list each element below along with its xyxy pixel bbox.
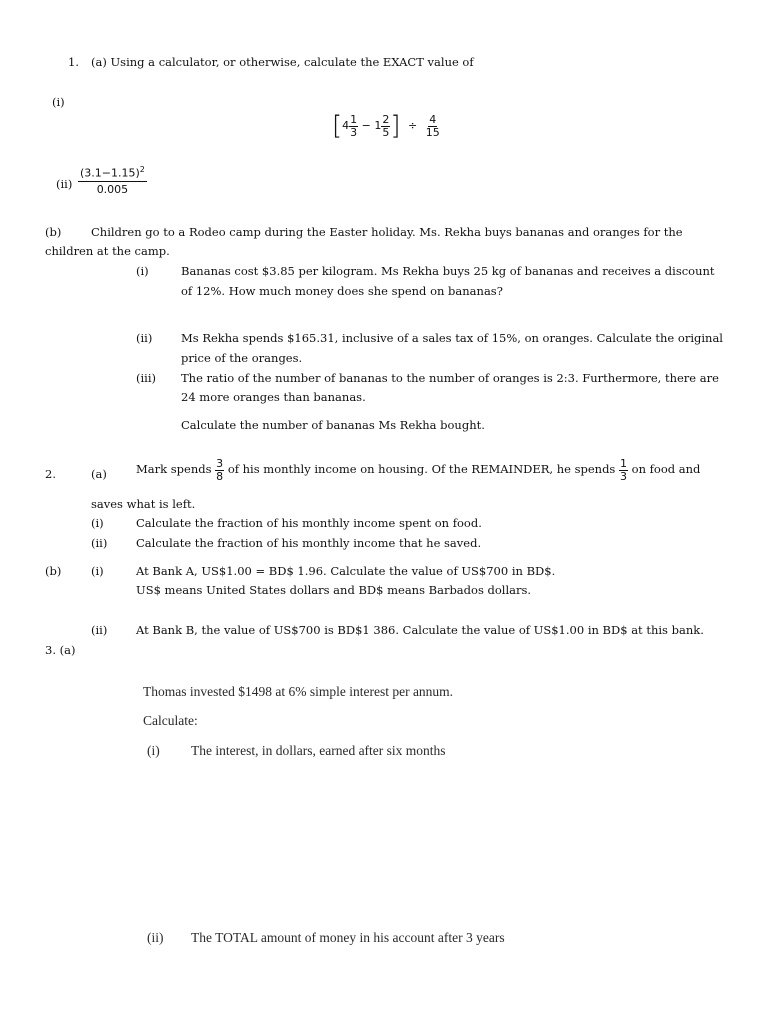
question-2a-i-text: Calculate the fraction of his monthly income spent on food.	[136, 516, 482, 530]
question-3a-ii-text: The TOTAL amount of money in his account after 3 years	[191, 930, 505, 945]
question-2b-i-label: (i)	[91, 564, 104, 578]
question-3-header: 3. (a)	[45, 643, 76, 657]
question-2b-i-line-2: US$ means United States dollars and BD$ means Barbados dollars.	[136, 583, 532, 597]
question-3a-i-label: (i)	[147, 743, 160, 758]
question-2a-text-start: Mark spends	[136, 462, 212, 477]
fraction-1-denominator: 3	[350, 125, 358, 139]
fraction-three-eighths	[215, 458, 224, 482]
minus-sign: −	[361, 119, 371, 132]
question-1b-iii-label: (iii)	[136, 371, 157, 385]
fraction-3-numerator: 4	[429, 112, 437, 126]
question-3a-calculate: Calculate:	[143, 713, 198, 728]
question-2a-label: (a)	[91, 467, 107, 481]
fraction-one-third	[619, 458, 628, 482]
question-1b-ii-line-1: Ms Rekha spends $165.31, inclusive of a sales tax of 15%, on oranges. Calculate the original	[181, 331, 723, 345]
question-2a-line-2: saves what is left.	[91, 497, 196, 511]
question-1b-label: (b)	[45, 225, 62, 239]
expression-ii-fraction	[78, 166, 147, 196]
exponent: 2	[139, 165, 145, 174]
question-1b-text-line-2: children at the camp.	[45, 244, 170, 258]
question-2-number: 2.	[45, 467, 56, 481]
left-bracket: [	[332, 111, 343, 141]
expression-ii	[78, 166, 147, 196]
question-2b-i-line-1: At Bank A, US$1.00 = BD$ 1.96. Calculate the value of US$700 in BD$.	[136, 564, 556, 578]
fraction-one-third-denominator: 3	[620, 469, 627, 483]
question-1b-ii-label: (ii)	[136, 331, 153, 345]
question-2b-label: (b)	[45, 564, 62, 578]
mixed-whole-1: 4	[342, 119, 350, 132]
question-1b-iii-line-2: 24 more oranges than bananas.	[181, 390, 366, 404]
expression-ii-denominator: 0.005	[96, 183, 129, 197]
fraction-2-denominator: 5	[382, 125, 390, 139]
fraction-3	[425, 114, 441, 138]
question-1b-iii-line-3: Calculate the number of bananas Ms Rekha bought.	[181, 418, 485, 432]
question-1b-i-line-1: Bananas cost $3.85 per kilogram. Ms Rekha buys 25 kg of bananas and receives a discount	[181, 264, 715, 278]
question-1-ii-label: (ii)	[56, 177, 73, 191]
question-2a-text-end: on food and	[631, 462, 701, 477]
question-3a-ii-label: (ii)	[147, 930, 164, 945]
question-1-instruction: (a) Using a calculator, or otherwise, calculate the EXACT value of	[91, 55, 474, 69]
fraction-1-numerator: 1	[350, 112, 358, 126]
question-1-number: 1.	[68, 55, 79, 69]
question-2a-line-1	[136, 458, 700, 482]
question-1b-i-line-2: of 12%. How much money does she spend on bananas?	[181, 284, 503, 298]
fraction-three-eighths-denominator: 8	[216, 469, 224, 483]
question-3a-statement: Thomas invested $1498 at 6% simple interest per annum.	[143, 684, 454, 699]
divide-sign: ÷	[408, 119, 418, 132]
question-1b-iii-line-1: The ratio of the number of bananas to the number of oranges is 2:3. Furthermore, there are	[181, 371, 719, 385]
fraction-1	[349, 114, 358, 138]
mixed-whole-2: 1	[374, 119, 382, 132]
question-3a-i-text: The interest, in dollars, earned after six months	[191, 743, 446, 758]
fraction-3-denominator: 15	[425, 125, 440, 139]
numerator-base: (3.1−1.15)	[80, 166, 140, 180]
fraction-one-third-numerator: 1	[620, 457, 627, 470]
expression-i	[332, 113, 441, 139]
question-1b-text-line-1: Children go to a Rodeo camp during the Easter holiday. Ms. Rekha buys bananas and oranges for the	[91, 225, 683, 239]
fraction-2-numerator: 2	[382, 112, 390, 126]
right-bracket: ]	[390, 111, 401, 141]
question-2a-i-label: (i)	[91, 516, 104, 530]
fraction-three-eighths-numerator: 3	[216, 457, 224, 470]
question-2a-ii-text: Calculate the fraction of his monthly income that he saved.	[136, 536, 482, 550]
question-1-i-label: (i)	[52, 95, 65, 109]
question-1b-i-label: (i)	[136, 264, 149, 278]
question-2a-text-middle: of his monthly income on housing. Of the REMAINDER, he spends	[227, 462, 616, 477]
question-2a-ii-label: (ii)	[91, 536, 108, 550]
question-2b-ii-text: At Bank B, the value of US$700 is BD$1 386. Calculate the value of US$1.00 in BD$ at this bank.	[136, 623, 704, 637]
question-1b-ii-line-2: price of the oranges.	[181, 351, 303, 365]
expression-ii-numerator	[78, 166, 147, 182]
question-2b-ii-label: (ii)	[91, 623, 108, 637]
